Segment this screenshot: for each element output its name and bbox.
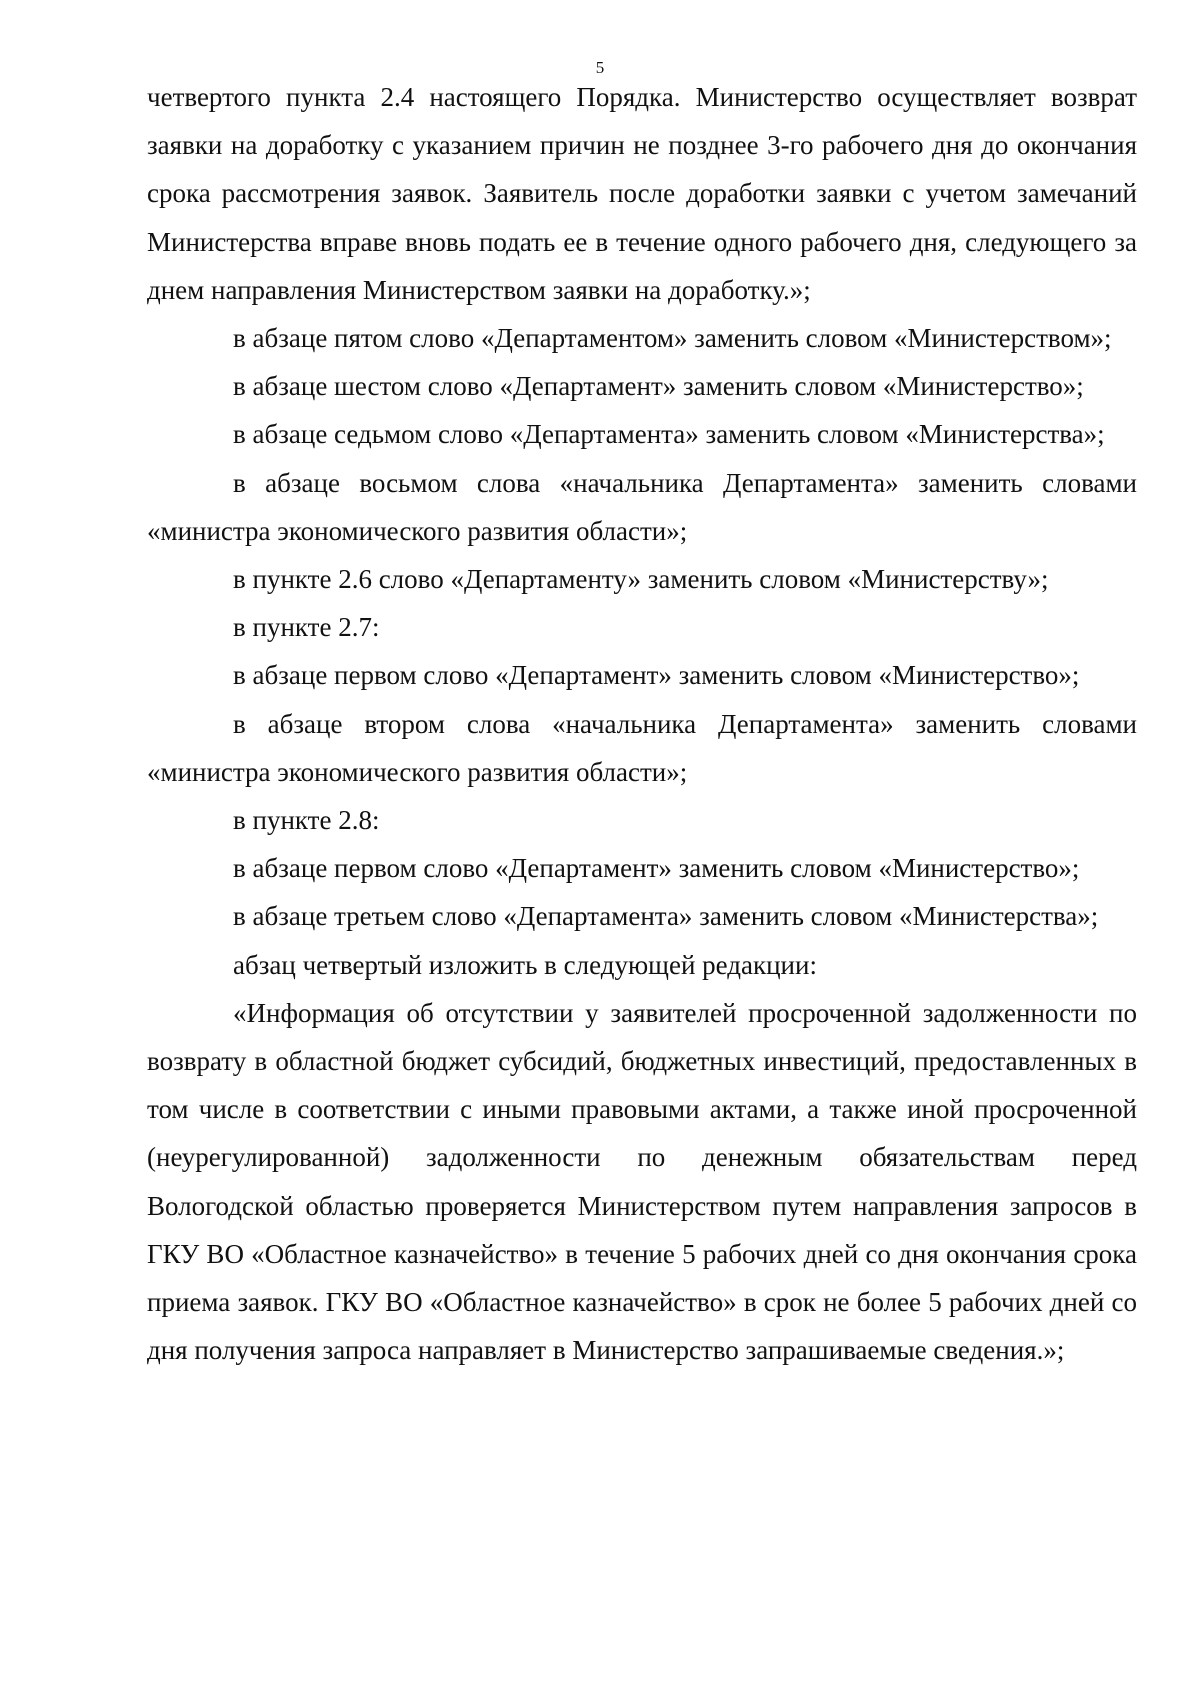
paragraph-item: абзац четвертый изложить в следующей редакции: xyxy=(233,949,817,980)
paragraph-item: в абзаце первом слово «Департамент» заменить словом «Министерство»; xyxy=(233,853,1080,884)
paragraph-continuation: четвертого пункта 2.4 настоящего Порядка. Министерство осуществляет возврат заявки на доработку с указанием причин не позднее 3-го рабочего дня до окончания срока рассмотрения заявок. Заявитель после доработки заявки с учетом замечаний Министерства вправе вновь подать ее в течение одного рабочего дня, следующего за днем направления Министерством заявки на доработку.»; xyxy=(147,82,1137,305)
page-number: 5 xyxy=(595,58,605,77)
paragraph-quoted-text: «Информация об отсутствии у заявителей просроченной задолженности по возврату в областной бюджет субсидий, бюджетных инвестиций, предоставленных в том числе в соответствии с иными правовыми актами, а также иной просроченной (неурегулированной) задолженности по денежным обязательствам перед Вологодской областью проверяется Министерством путем направления запросов в ГКУ ВО «Областное казначейство» в течение 5 рабочих дней со дня окончания срока приема заявок. ГКУ ВО «Областное казначейство» в срок не более 5 рабочих дней со дня получения запроса направляет в Министерство запрашиваемые сведения.»; xyxy=(147,997,1137,1366)
paragraph-item: в абзаце шестом слово «Департамент» заменить словом «Министерство»; xyxy=(233,371,1084,402)
paragraph-item: в абзаце пятом слово «Департаментом» заменить словом «Министерством»; xyxy=(233,323,1112,354)
paragraph-item: в пункте 2.7: xyxy=(233,612,380,643)
paragraph-item: в абзаце восьмом слова «начальника Департамента» заменить словами «министра экономического развития области»; xyxy=(147,467,1137,546)
paragraph-item: в абзаце первом слово «Департамент» заменить словом «Министерство»; xyxy=(233,660,1080,691)
paragraph-item: в пункте 2.6 слово «Департаменту» заменить словом «Министерству»; xyxy=(233,564,1049,595)
paragraph-item: в пункте 2.8: xyxy=(233,805,380,836)
paragraph-item: в абзаце седьмом слово «Департамента» заменить словом «Министерства»; xyxy=(233,419,1105,450)
paragraph-item: в абзаце третьем слово «Департамента» заменить словом «Министерства»; xyxy=(233,901,1099,932)
document-body xyxy=(147,73,1137,1374)
paragraph-item: в абзаце втором слова «начальника Департамента» заменить словами «министра экономического развития области»; xyxy=(147,708,1137,787)
